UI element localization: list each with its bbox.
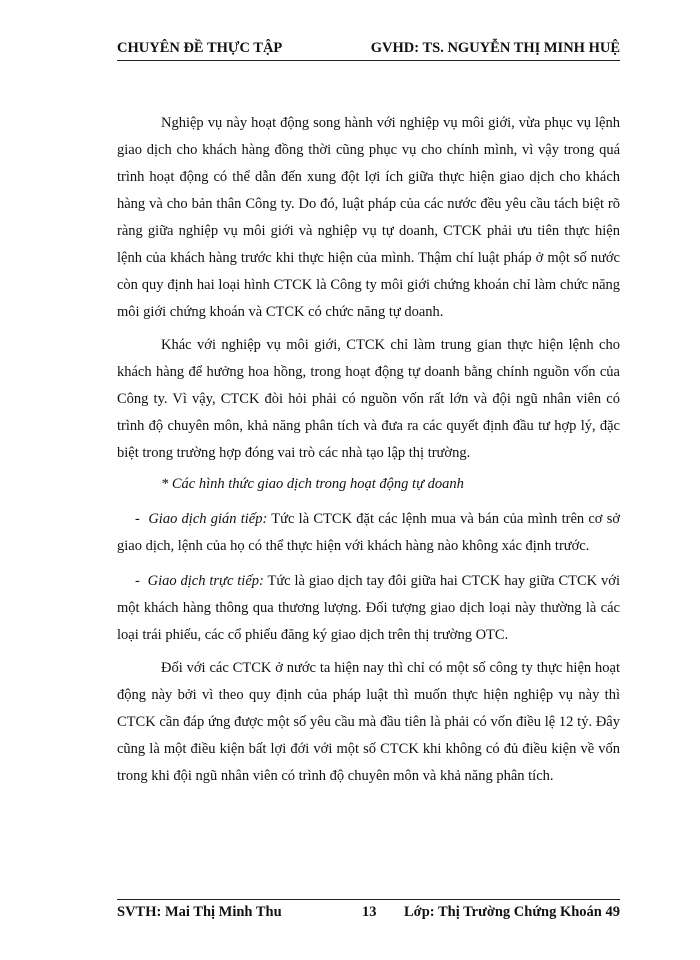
footer-student: SVTH: Mai Thị Minh Thu: [117, 904, 282, 920]
section-heading: * Các hình thức giao dịch trong hoạt động tự doanh: [161, 476, 464, 492]
footer-class: Lớp: Thị Trường Chứng Khoán 49: [404, 904, 620, 920]
bullet-direct-trading: [117, 568, 620, 649]
bullet-term: Giao dịch gián tiếp:: [148, 511, 268, 527]
bullet-text: Tức là giao dịch tay đôi giữa hai CTCK hay giữa CTCK với một khách hàng thông qua thương lượng. Đối tượng giao dịch loại này thường là các loại trái phiếu, các cổ phiếu đăng ký giao dịch trên thị trường OTC.: [117, 573, 620, 643]
bullet-indirect-trading: [117, 506, 620, 560]
header-title: CHUYÊN ĐỀ THỰC TẬP: [117, 40, 283, 56]
paragraph-2: Khác với nghiệp vụ môi giới, CTCK chỉ làm trung gian thực hiện lệnh cho khách hàng để hưởng hoa hồng, trong hoạt động tự doanh bằng chính nguồn vốn của Công ty. Vì vậy, CTCK đòi hỏi phải có nguồn vốn rất lớn và đội ngũ nhân viên có trình độ chuyên môn, khả năng phân tích và đưa ra các quyết định đầu tư hợp lý, đặc biệt trong trường hợp đóng vai trò các nhà tạo lập thị trường.: [117, 337, 620, 461]
page-footer: [117, 899, 620, 926]
bullet-term: Giao dịch trực tiếp:: [147, 573, 264, 589]
document-body: [117, 110, 620, 790]
bullet-marker: -: [135, 573, 140, 589]
bullet-marker: -: [135, 511, 140, 527]
bullet-text: Tức là CTCK đặt các lệnh mua và bán của mình trên cơ sở giao dịch, lệnh của họ có thể thực hiện với khách hàng nào không xác định trước.: [117, 511, 621, 554]
header-advisor: GVHD: TS. NGUYỄN THỊ MINH HUỆ: [370, 40, 620, 56]
page-number: 13: [362, 904, 377, 920]
paragraph-1: Nghiệp vụ này hoạt động song hành với nghiệp vụ môi giới, vừa phục vụ lệnh giao dịch cho khách hàng đồng thời cũng phục vụ cho chính mình, vì vậy trong quá trình hoạt động có thể dẫn đến xung đột lợi ích giữa thực hiện giao dịch cho khách hàng và cho bản thân Công ty. Do đó, luật pháp của các nước đều yêu cầu tách biệt rõ ràng giữa nghiệp vụ môi giới và nghiệp vụ tự doanh, CTCK phải ưu tiên thực hiện lệnh của khách hàng trước khi thực hiện của mình. Thậm chí luật pháp ở một số nước còn quy định hai loại hình CTCK là Công ty môi giới chứng khoán chỉ làm chức năng môi giới chứng khoán và CTCK có chức năng tự doanh.: [117, 115, 620, 320]
paragraph-3: Đối với các CTCK ở nước ta hiện nay thì chỉ có một số công ty thực hiện hoạt động này bởi vì theo quy định của pháp luật thì muốn thực hiện nghiệp vụ này thì CTCK cần đáp ứng được một số yêu cầu mà đầu tiên là phải có vốn điều lệ 12 tỷ. Đây cũng là một điều kiện bất lợi đới với một số CTCK khi không có đủ điều kiện về vốn trong khi đội ngũ nhân viên có trình độ chuyên môn và khả năng phân tích.: [117, 660, 620, 784]
page-header: [117, 38, 620, 61]
